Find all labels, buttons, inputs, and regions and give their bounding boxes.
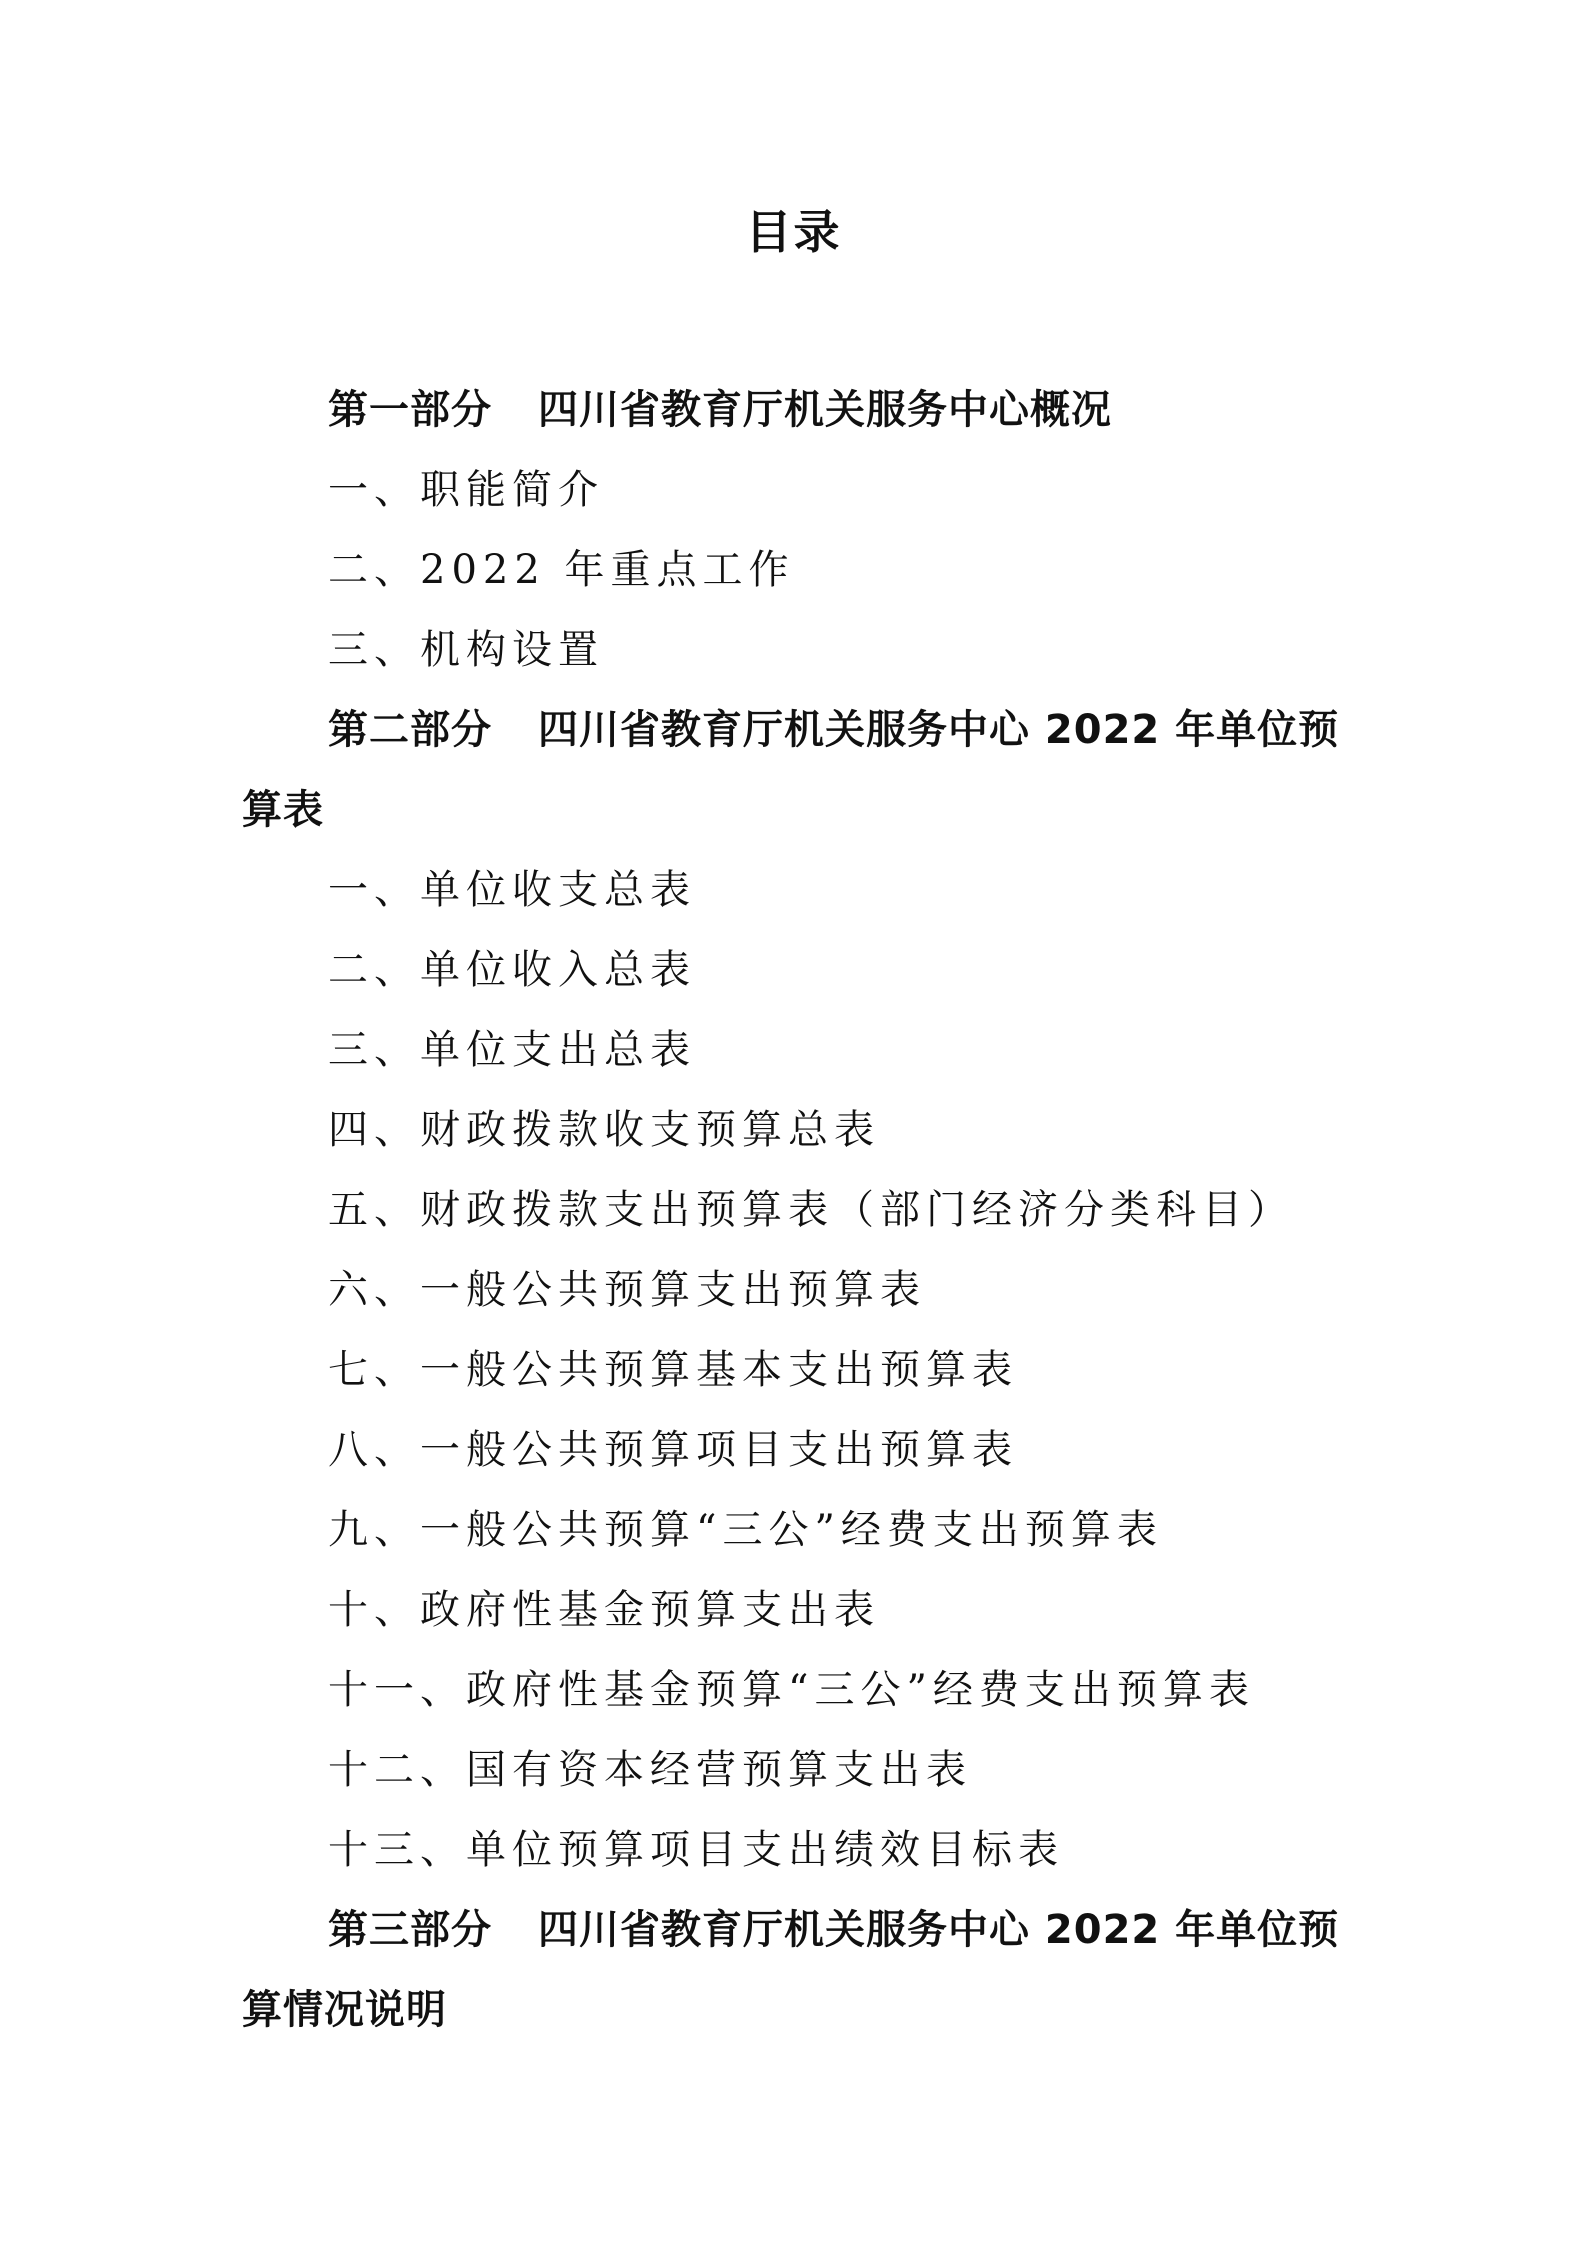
toc-item[interactable]: 三、单位支出总表 bbox=[328, 1027, 696, 1073]
toc-item[interactable]: 十二、国有资本经营预算支出表 bbox=[328, 1747, 972, 1793]
toc-part-2-heading[interactable] bbox=[242, 690, 1362, 770]
toc-part-title: 四川省教育厅机关服务中心 2022 年单位预 bbox=[538, 707, 1340, 753]
toc-item[interactable]: 一、职能简介 bbox=[328, 467, 604, 513]
toc-item[interactable]: 七、一般公共预算基本支出预算表 bbox=[328, 1347, 1018, 1393]
toc-part-title: 四川省教育厅机关服务中心概况 bbox=[538, 387, 1112, 433]
toc-item[interactable]: 十三、单位预算项目支出绩效目标表 bbox=[328, 1827, 1064, 1873]
toc-item[interactable]: 四、财政拨款收支预算总表 bbox=[328, 1107, 880, 1153]
toc-part-label: 第三部分 bbox=[328, 1907, 492, 1953]
toc-item[interactable]: 六、一般公共预算支出预算表 bbox=[328, 1267, 926, 1313]
page-title: 目录 bbox=[745, 205, 842, 259]
toc-item[interactable]: 三、机构设置 bbox=[328, 627, 604, 673]
toc-part-title-continued[interactable]: 算表 bbox=[242, 787, 324, 833]
toc-part-label: 第一部分 bbox=[328, 387, 492, 433]
toc-part-1-heading[interactable] bbox=[242, 370, 1362, 450]
toc-item[interactable]: 九、一般公共预算“三公”经费支出预算表 bbox=[328, 1507, 1163, 1553]
toc-item[interactable]: 十一、政府性基金预算“三公”经费支出预算表 bbox=[328, 1667, 1255, 1713]
table-of-contents bbox=[242, 370, 1362, 2050]
toc-item[interactable]: 五、财政拨款支出预算表（部门经济分类科目） bbox=[328, 1187, 1294, 1233]
toc-item[interactable]: 十、政府性基金预算支出表 bbox=[328, 1587, 880, 1633]
toc-part-title-continued[interactable]: 算情况说明 bbox=[242, 1987, 447, 2033]
toc-part-3-heading[interactable] bbox=[242, 1890, 1362, 1970]
toc-item[interactable]: 八、一般公共预算项目支出预算表 bbox=[328, 1427, 1018, 1473]
toc-item[interactable]: 二、2022 年重点工作 bbox=[328, 547, 795, 593]
toc-part-title: 四川省教育厅机关服务中心 2022 年单位预 bbox=[538, 1907, 1340, 1953]
toc-part-label: 第二部分 bbox=[328, 707, 492, 753]
toc-item[interactable]: 一、单位收支总表 bbox=[328, 867, 696, 913]
toc-item[interactable]: 二、单位收入总表 bbox=[328, 947, 696, 993]
